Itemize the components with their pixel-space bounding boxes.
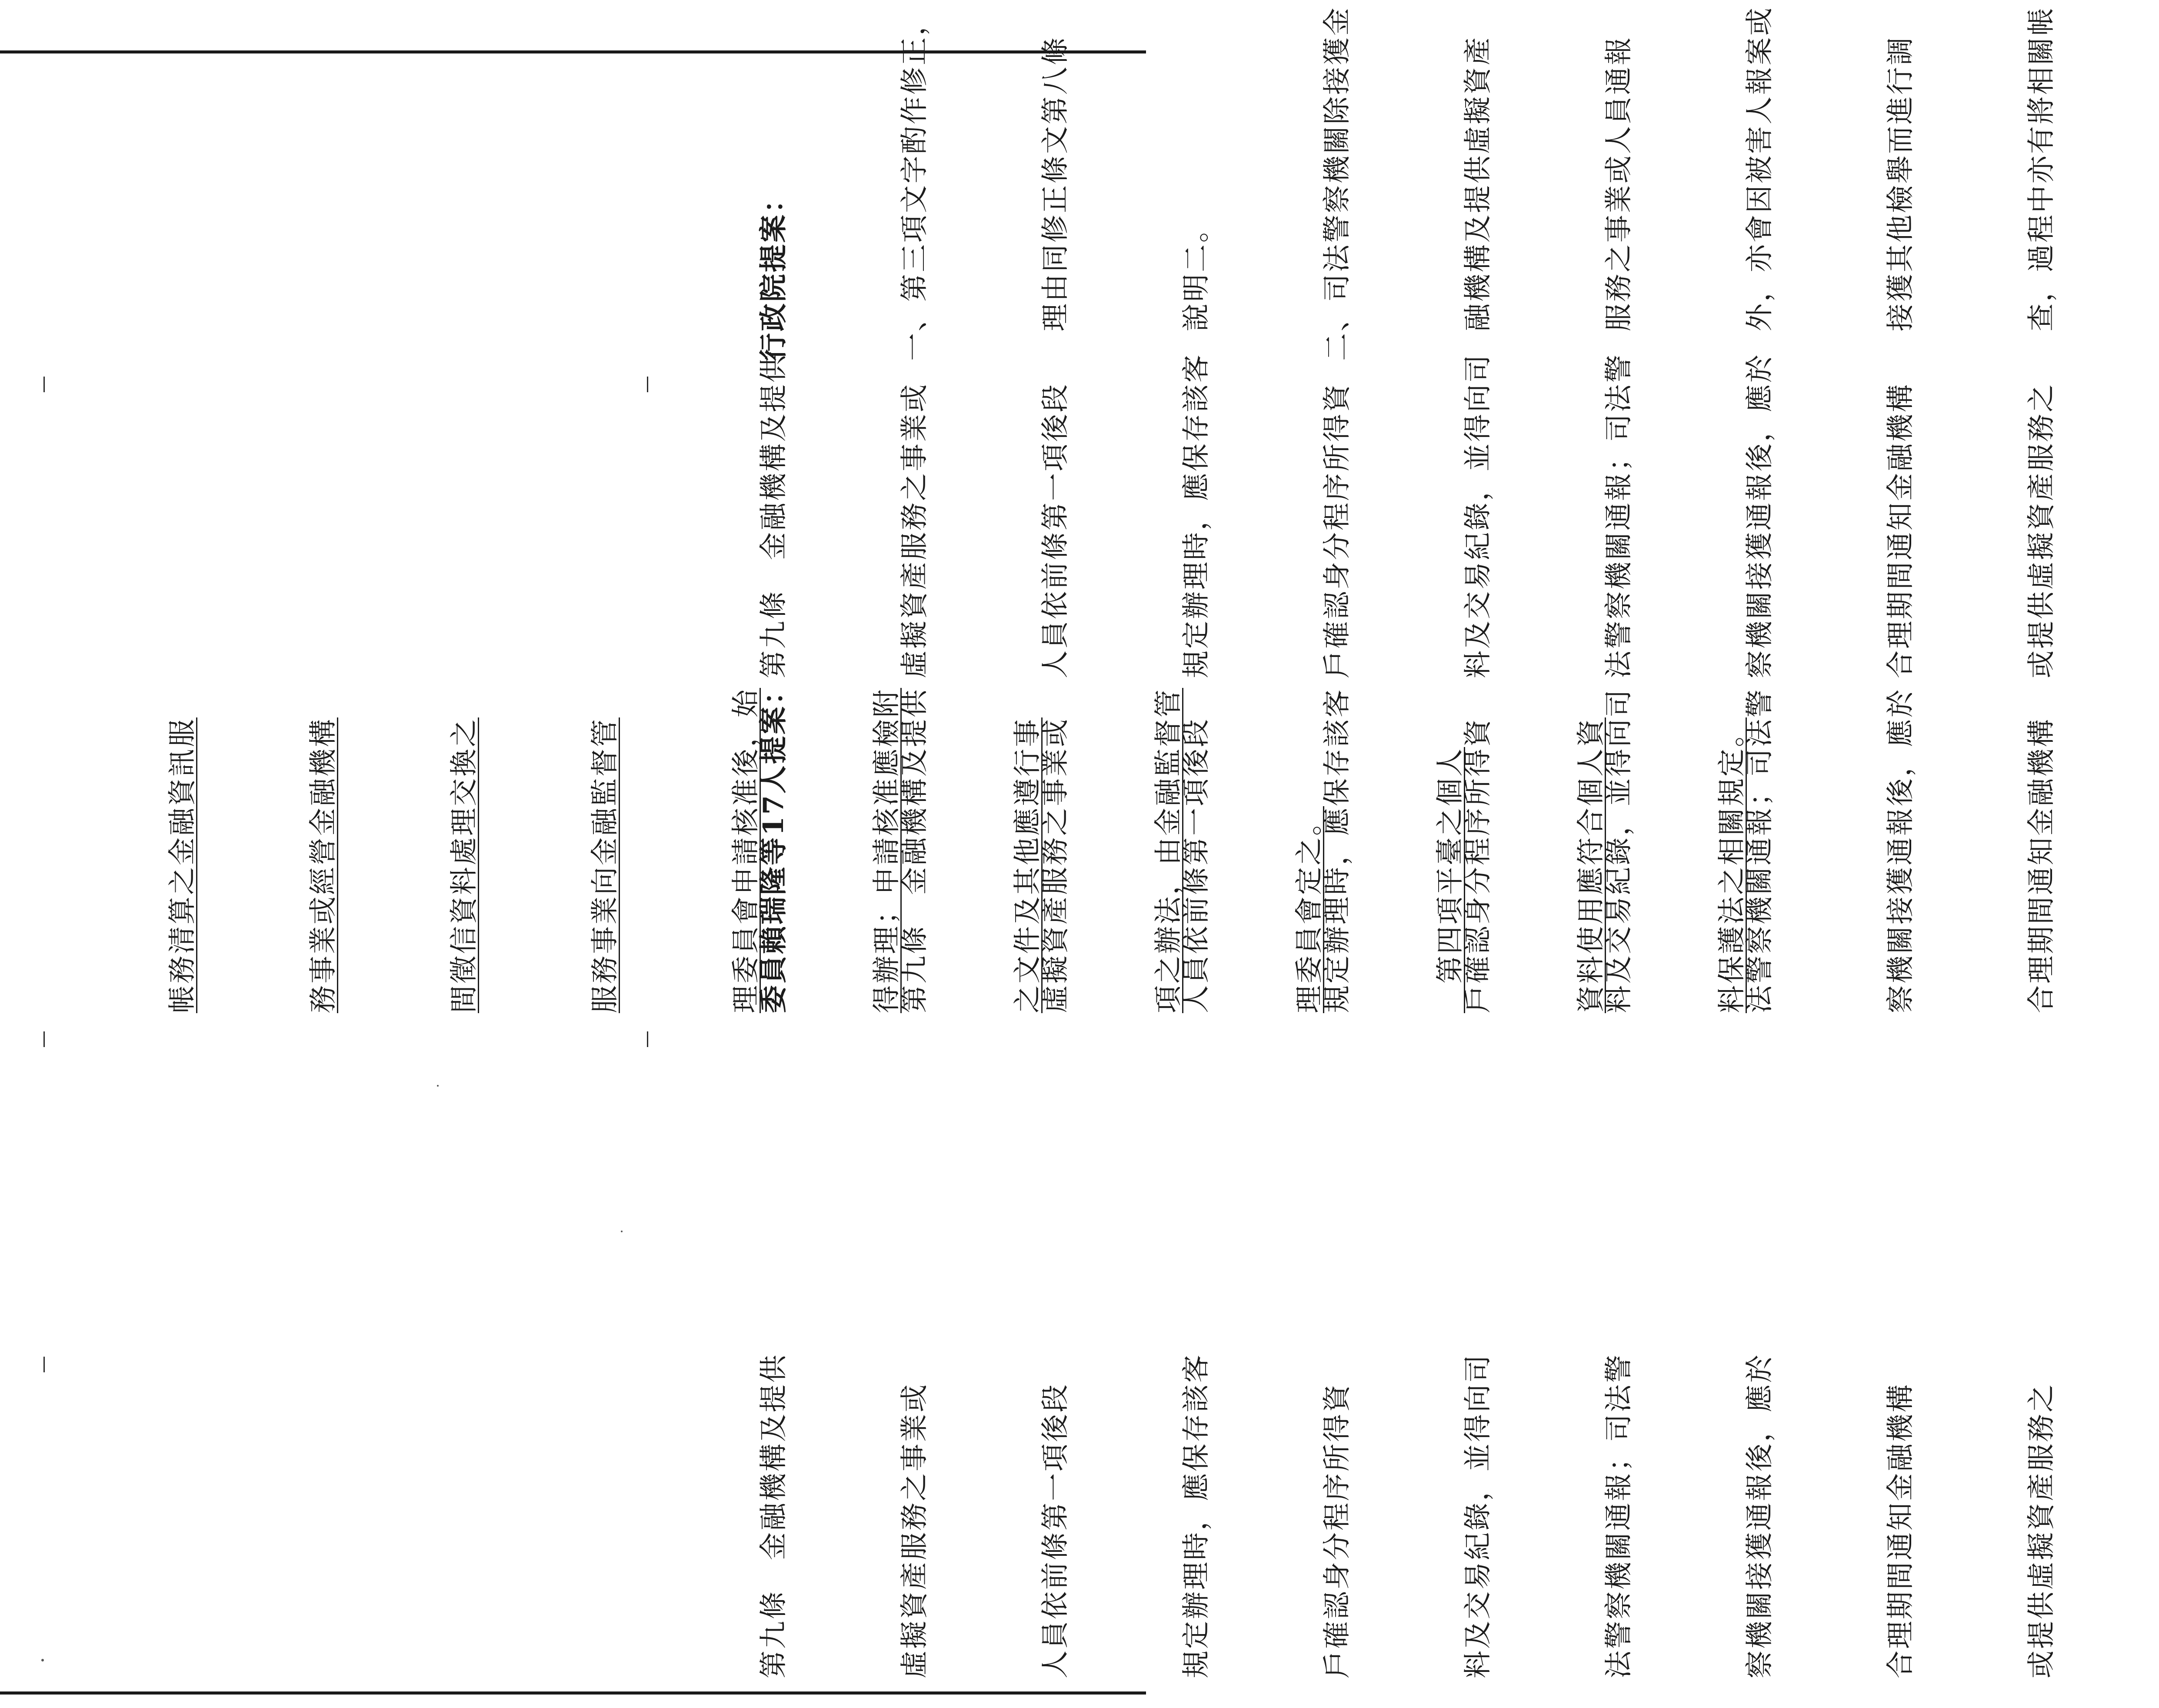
divider-right-row — [647, 377, 648, 392]
text-line: 第四項平臺之個人 — [1434, 747, 1466, 1013]
text-line: 法警察機關通報；司法警 — [1603, 1353, 1635, 1678]
text-line: 資料使用應符合個人資 — [1575, 717, 1607, 1013]
text-line: 一、第三項文字酌作修正， — [899, 6, 931, 361]
text-line: 第九條 金融機構及提供 — [758, 1353, 790, 1678]
text-line: 理由同修正條文第八條 — [1040, 36, 1072, 361]
text-line: 第九條 金融機構及提供 — [758, 353, 790, 678]
proposal-heading: 委員賴瑞隆等17人提案： — [757, 675, 790, 1013]
text-line: 得辦理；申請核准應檢附 — [871, 688, 903, 1013]
text-line: 虛擬資產服務之事業或 — [899, 383, 931, 678]
text-line: 理委員會定之。 — [1293, 806, 1326, 1013]
divider-middle-row — [647, 1031, 648, 1047]
text-line: 規定辦理時，應保存該客 — [1180, 353, 1213, 678]
text-line: 料保護法之相關規定。 — [1716, 717, 1748, 1013]
scan-speck — [437, 1085, 439, 1087]
text-line: 合理期間通知金融機構 — [2026, 717, 2058, 1013]
text-line: 服務事業向金融監督管 — [589, 717, 621, 1013]
text-line: 虛擬資產服務之事業或 — [899, 1383, 931, 1678]
text-line: 說明二。 — [1180, 213, 1213, 361]
text-line: 察機關接獲通報後，應於 — [1744, 1353, 1776, 1678]
divider-left-lower — [43, 1357, 45, 1372]
text-line: 人員依前條第一項後段 — [1040, 1383, 1072, 1678]
scan-speck — [621, 1231, 623, 1232]
text-line: 規定辦理時，應保存該客 — [1321, 688, 1353, 1013]
text-line: 料及交易紀錄，並得向司 — [1603, 688, 1635, 1013]
text-line: 務事業或經營金融機構 — [307, 717, 340, 1013]
scan-speck — [41, 1659, 44, 1661]
text-line: 法警察機關通報；司法警 — [1603, 353, 1635, 678]
text-line: 或提供虛擬資產服務之 — [2026, 1383, 2058, 1678]
text-line: 理委員會申請核准後，始 — [730, 688, 762, 1013]
divider-left-upper — [43, 377, 45, 392]
text-line: 融機構及提供虛擬資產 — [1462, 36, 1494, 361]
text-line: 查，過程中亦有將相關帳 — [2026, 6, 2058, 361]
text-line: 之文件及其他應遵行事 — [1012, 717, 1044, 1013]
text-line: 項之辦法，由金融監督管 — [1153, 688, 1185, 1013]
divider-left-middle — [43, 1031, 45, 1047]
text-line: 戶確認身分程序所得資 — [1321, 383, 1353, 678]
bottom-rule — [0, 1691, 1146, 1695]
text-line: 二、司法警察機關除接獲金 — [1321, 6, 1353, 361]
text-line: 帳務清算之金融資訊服 — [167, 717, 199, 1013]
middle-proposal-block — [656, 675, 2159, 1013]
text-line: 虛擬資產服務之事業或 — [1040, 717, 1072, 1013]
text-line: 料及交易紀錄，並得向司 — [1462, 353, 1494, 678]
text-line: 服務之事業或人員通報 — [1603, 36, 1635, 361]
left-article-block — [656, 1348, 2159, 1678]
text-line: 接獲其他檢舉而進行調 — [1885, 36, 1917, 361]
text-line: 察機關接獲通報後，應於 — [1885, 688, 1917, 1013]
text-line: 第九條 金融機構及提供 — [899, 688, 931, 1013]
text-line: 察機關接獲通報後，應於 — [1744, 353, 1776, 678]
text-line: 法警察機關通報；司法警 — [1744, 688, 1776, 1013]
text-line: 人員依前條第一項後段 — [1180, 717, 1213, 1013]
text-line: 規定辦理時，應保存該客 — [1180, 1353, 1213, 1678]
text-line: 人員依前條第一項後段 — [1040, 383, 1072, 678]
right-article-block — [656, 353, 2159, 678]
text-line: 間徵信資料處理交換之 — [448, 717, 480, 1013]
text-line: 料及交易紀錄，並得向司 — [1462, 1353, 1494, 1678]
text-line: 戶確認身分程序所得資 — [1321, 1383, 1353, 1678]
text-line: 合理期間通知金融機構 — [1885, 383, 1917, 678]
proposal-heading: 行政院提案： — [757, 183, 790, 361]
text-line: 戶確認身分程序所得資 — [1462, 717, 1494, 1013]
text-line: 或提供虛擬資產服務之 — [2026, 383, 2058, 678]
right-notes-block — [656, 6, 2159, 361]
text-line: 外，亦會因被害人報案或 — [1744, 6, 1776, 361]
text-line: 合理期間通知金融機構 — [1885, 1383, 1917, 1678]
